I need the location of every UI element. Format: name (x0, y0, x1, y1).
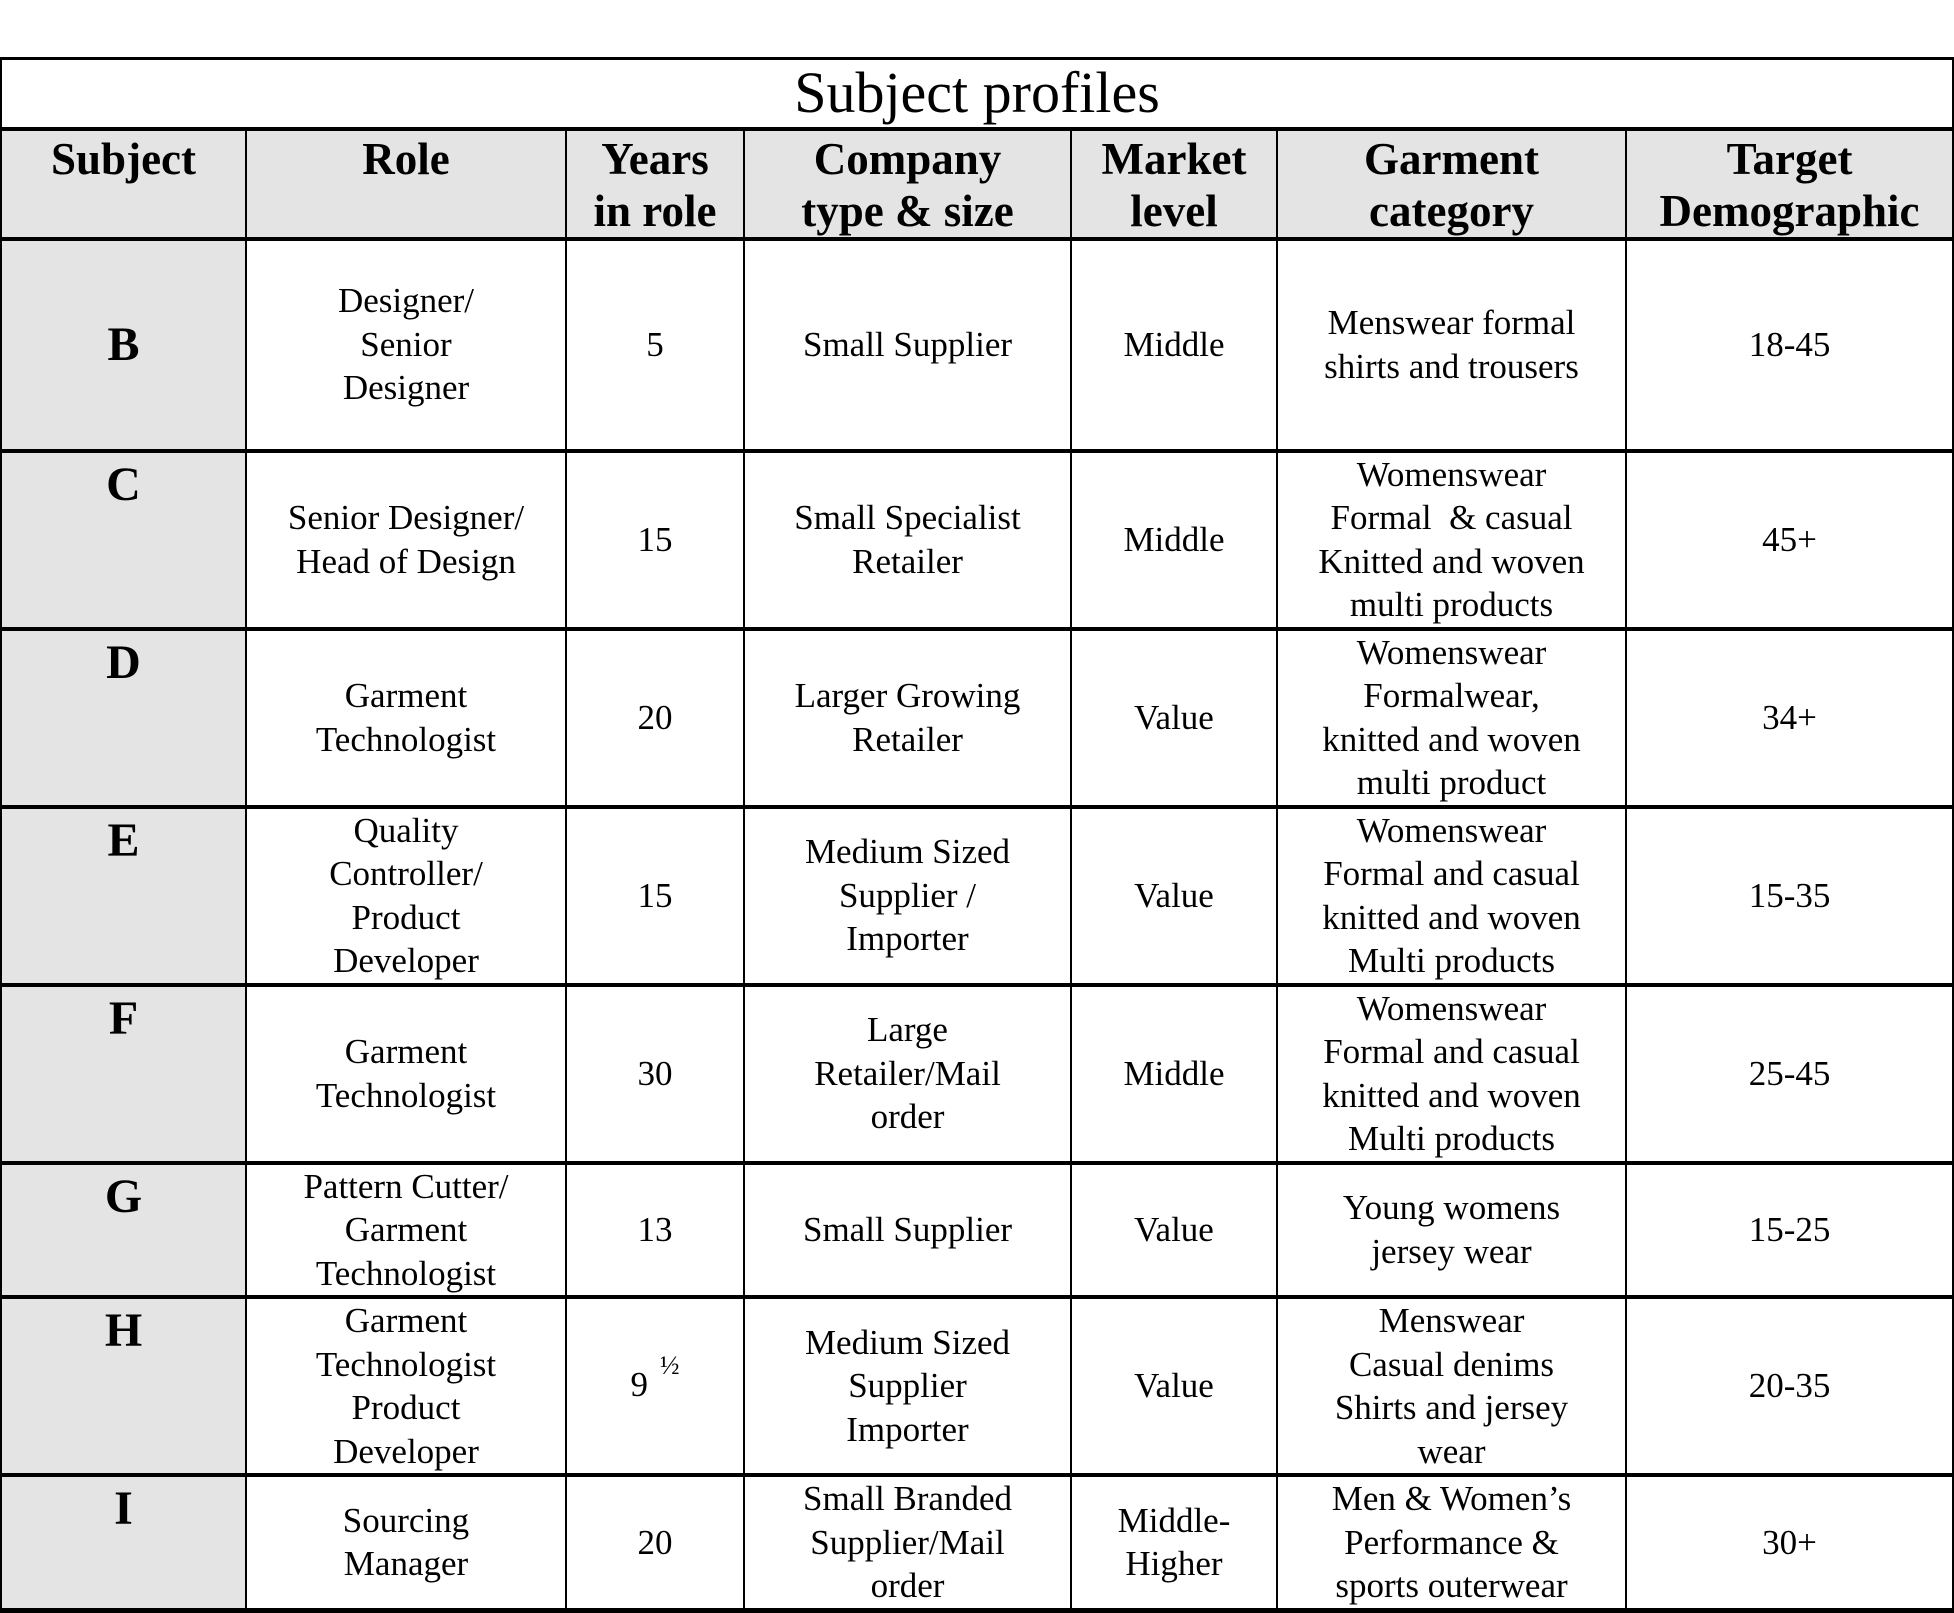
table-row (1, 985, 1953, 1163)
company-cell: Small Supplier (744, 1163, 1071, 1298)
target-cell: 15-25 (1626, 1163, 1953, 1298)
garment-cell: Menswear Casual denims Shirts and jersey wear (1277, 1297, 1626, 1475)
target-cell: 25-45 (1626, 985, 1953, 1163)
subject-cell: D (1, 629, 246, 807)
subject-cell: I (1, 1475, 246, 1610)
role-cell: Senior Designer/ Head of Design (246, 451, 566, 629)
role-cell: Garment Technologist Product Developer (246, 1297, 566, 1475)
market-cell: Value (1071, 629, 1277, 807)
target-cell: 34+ (1626, 629, 1953, 807)
years-fraction: ½ (660, 1350, 680, 1380)
company-cell: Medium Sized Supplier Importer (744, 1297, 1071, 1475)
market-cell: Middle- Higher (1071, 1475, 1277, 1610)
column-header-years-in-role: Years in role (566, 129, 744, 239)
target-cell: 30+ (1626, 1475, 1953, 1610)
subject-cell: H (1, 1297, 246, 1475)
garment-cell: Womenswear Formal and casual knitted and woven Multi products (1277, 807, 1626, 985)
company-cell: Larger Growing Retailer (744, 629, 1071, 807)
role-cell: Garment Technologist (246, 985, 566, 1163)
table-row (1, 1475, 1953, 1610)
market-cell: Middle (1071, 239, 1277, 451)
target-cell: 18-45 (1626, 239, 1953, 451)
table-title: Subject profiles (1, 59, 1953, 129)
years-cell: 5 (566, 239, 744, 451)
subject-cell: C (1, 451, 246, 629)
role-cell: Sourcing Manager (246, 1475, 566, 1610)
subject-cell: B (1, 239, 246, 451)
header-row (1, 129, 1953, 239)
market-cell: Middle (1071, 985, 1277, 1163)
garment-cell: Young womens jersey wear (1277, 1163, 1626, 1298)
role-cell: Designer/ Senior Designer (246, 239, 566, 451)
target-cell: 20-35 (1626, 1297, 1953, 1475)
company-cell: Large Retailer/Mail order (744, 985, 1071, 1163)
target-cell: 45+ (1626, 451, 1953, 629)
column-header-garment-category: Garment category (1277, 129, 1626, 239)
garment-cell: Womenswear Formalwear, knitted and woven multi product (1277, 629, 1626, 807)
role-cell: Quality Controller/ Product Developer (246, 807, 566, 985)
garment-cell: Menswear formal shirts and trousers (1277, 239, 1626, 451)
garment-cell: Womenswear Formal & casual Knitted and woven multi products (1277, 451, 1626, 629)
role-cell: Pattern Cutter/ Garment Technologist (246, 1163, 566, 1298)
market-cell: Value (1071, 1297, 1277, 1475)
years-cell: 20 (566, 629, 744, 807)
market-cell: Value (1071, 807, 1277, 985)
years-cell: 9 $^{\frac{1}{2}}$ (566, 1297, 744, 1475)
table-row (1, 1297, 1953, 1475)
years-cell: 30 (566, 985, 744, 1163)
market-cell: Middle (1071, 451, 1277, 629)
company-cell: Medium Sized Supplier / Importer (744, 807, 1071, 985)
garment-cell: Womenswear Formal and casual knitted and woven Multi products (1277, 985, 1626, 1163)
market-cell: Value (1071, 1163, 1277, 1298)
column-header-market-level: Market level (1071, 129, 1277, 239)
years-cell: 15 (566, 807, 744, 985)
subject-cell: E (1, 807, 246, 985)
years-cell: 13 (566, 1163, 744, 1298)
table-row (1, 239, 1953, 451)
company-cell: Small Branded Supplier/Mail order (744, 1475, 1071, 1610)
table-row (1, 451, 1953, 629)
table-row (1, 807, 1953, 985)
table-row (1, 1163, 1953, 1298)
target-cell: 15-35 (1626, 807, 1953, 985)
years-cell: 15 (566, 451, 744, 629)
company-cell: Small Specialist Retailer (744, 451, 1071, 629)
column-header-target-demographic: Target Demographic (1626, 129, 1953, 239)
subject-profiles-table (0, 57, 1954, 1613)
company-cell: Small Supplier (744, 239, 1071, 451)
column-header-company-type-size: Company type & size (744, 129, 1071, 239)
years-cell: 20 (566, 1475, 744, 1610)
column-header-subject: Subject (1, 129, 246, 239)
garment-cell: Men & Women’s Performance & sports outerwear (1277, 1475, 1626, 1610)
column-header-role: Role (246, 129, 566, 239)
role-cell: Garment Technologist (246, 629, 566, 807)
subject-cell: G (1, 1163, 246, 1298)
table-row (1, 629, 1953, 807)
subject-cell: F (1, 985, 246, 1163)
